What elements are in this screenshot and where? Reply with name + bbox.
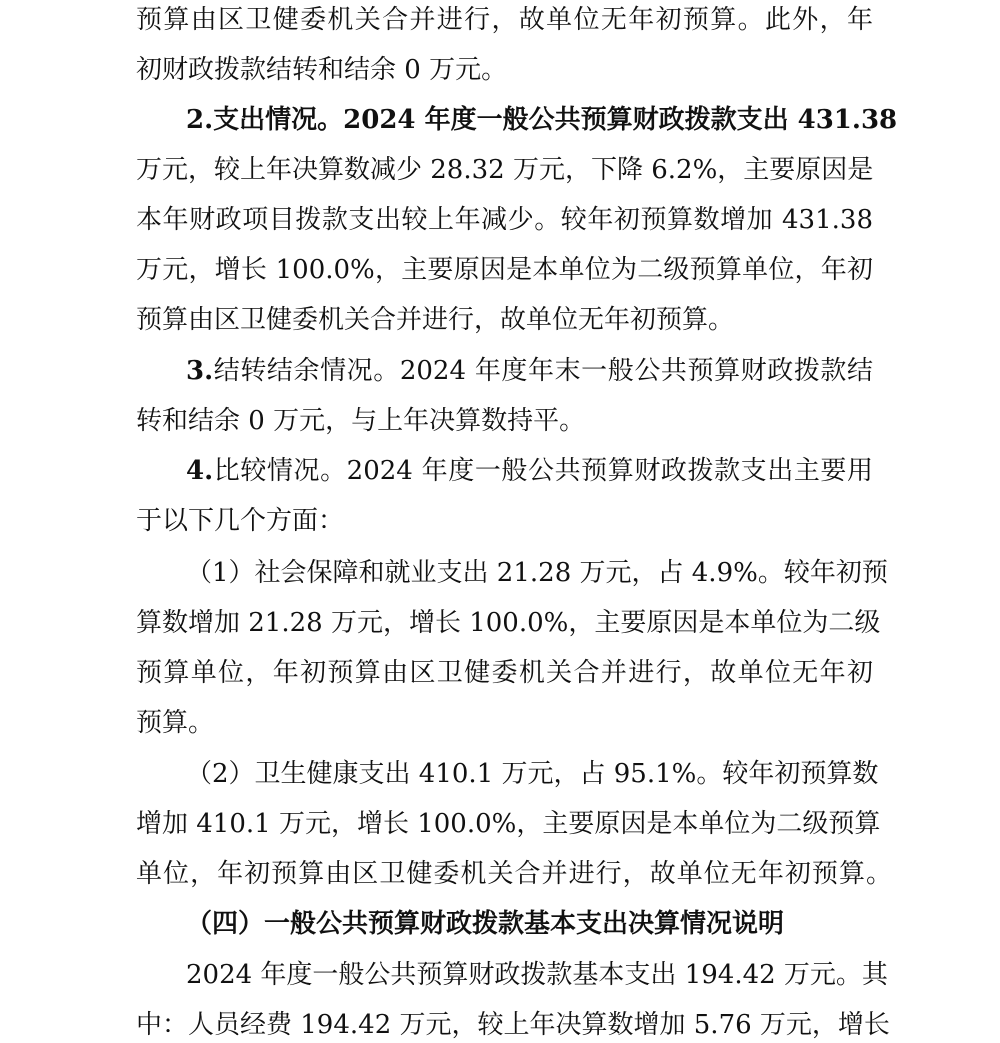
paragraph-line-1: 预算由区卫健委机关合并进行，故单位无年初预算。此外，年: [136, 5, 873, 35]
basic-expenditure-line-2: 中：人员经费 194.42 万元，较上年决算数增加 5.76 万元，增长: [136, 1010, 890, 1040]
section-balance-line-1: [186, 353, 873, 389]
item-health-line-1: （2）卫生健康支出 410.1 万元，占 95.1%。较年初预算数: [186, 759, 879, 789]
basic-expenditure-line-1: 2024 年度一般公共预算财政拨款基本支出 194.42 万元。其: [186, 960, 888, 990]
section-balance-text: 结转结余情况。2024 年度年末一般公共预算财政拨款结: [213, 356, 873, 386]
section-comparison-line-1: [186, 453, 873, 489]
section-number-2: 2.: [186, 105, 214, 135]
section-comparison-text: 比较情况。2024 年度一般公共预算财政拨款支出主要用: [213, 456, 873, 486]
item-social-security-line-3: 预算单位，年初预算由区卫健委机关合并进行，故单位无年初: [136, 658, 873, 688]
item-social-security-line-4: 预算。: [136, 708, 215, 738]
item-health-line-3: 单位，年初预算由区卫健委机关合并进行，故单位无年初预算。: [136, 859, 892, 889]
section-expenditure-line-2: 万元，较上年决算数减少 28.32 万元，下降 6.2%，主要原因是: [136, 155, 874, 185]
section-expenditure-text: 支出情况。2024 年度一般公共预算财政拨款支出 431.38: [213, 105, 898, 135]
section-number-4: 4.: [186, 456, 214, 486]
item-social-security-line-2: 算数增加 21.28 万元，增长 100.0%，主要原因是本单位为二级: [136, 608, 881, 638]
section-heading-basic-expenditure: （四）一般公共预算财政拨款基本支出决算情况说明: [186, 909, 785, 939]
section-number-3: 3.: [186, 356, 214, 386]
section-comparison-line-2: 于以下几个方面：: [136, 506, 345, 536]
section-expenditure-line-5: 预算由区卫健委机关合并进行，故单位无年初预算。: [136, 305, 735, 335]
item-health-line-2: 增加 410.1 万元，增长 100.0%，主要原因是本单位为二级预算: [136, 809, 881, 839]
item-social-security-line-1: （1）社会保障和就业支出 21.28 万元，占 4.9%。较年初预: [186, 558, 888, 588]
section-expenditure-line-1: [186, 102, 898, 138]
paragraph-line-2: 初财政拨款结转和结余 0 万元。: [136, 55, 508, 85]
section-expenditure-line-4: 万元，增长 100.0%，主要原因是本单位为二级预算单位，年初: [136, 255, 873, 285]
section-balance-line-2: 转和结余 0 万元，与上年决算数持平。: [136, 406, 586, 436]
section-expenditure-line-3: 本年财政项目拨款支出较上年减少。较年初预算数增加 431.38: [136, 205, 873, 235]
